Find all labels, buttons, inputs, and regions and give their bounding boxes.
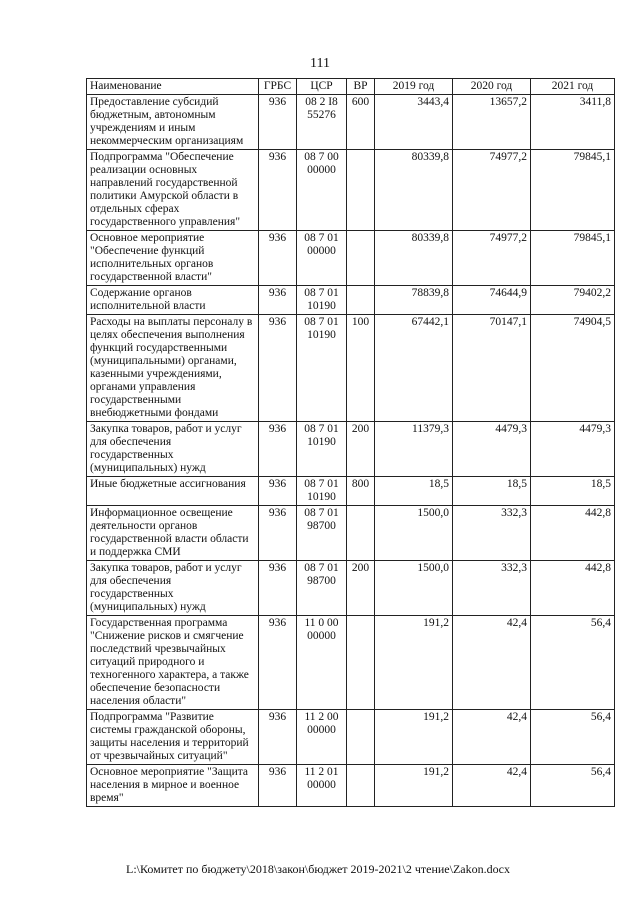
table-row (87, 286, 615, 315)
cell-name: Основное мероприятие "Защита населения в мирное и военное время" (87, 765, 259, 807)
cell-y2021: 4479,3 (531, 422, 615, 477)
cell-name: Расходы на выплаты персоналу в целях обеспечения выполнения функций государственными (муниципальными) органами, казенными учреждениями, органами управления государственными внебюджетными фондами (87, 315, 259, 422)
cell-vr (347, 150, 375, 231)
table-header-row (87, 79, 615, 95)
table-row (87, 710, 615, 765)
cell-csr: 08 7 01 98700 (297, 561, 347, 616)
cell-grbs: 936 (259, 506, 297, 561)
cell-y2021: 56,4 (531, 616, 615, 710)
cell-y2020: 18,5 (453, 477, 531, 506)
cell-y2021: 442,8 (531, 561, 615, 616)
cell-y2021: 3411,8 (531, 95, 615, 150)
cell-grbs: 936 (259, 315, 297, 422)
cell-vr (347, 765, 375, 807)
footer-file-path: L:\Комитет по бюджету\2018\закон\бюджет 2019-2021\2 чтение\Zakon.docx (126, 862, 510, 876)
cell-name: Содержание органов исполнительной власти (87, 286, 259, 315)
cell-y2019: 191,2 (375, 710, 453, 765)
cell-csr: 11 0 00 00000 (297, 616, 347, 710)
cell-y2019: 18,5 (375, 477, 453, 506)
cell-y2020: 42,4 (453, 710, 531, 765)
cell-name: Иные бюджетные ассигнования (87, 477, 259, 506)
cell-vr: 100 (347, 315, 375, 422)
cell-grbs: 936 (259, 231, 297, 286)
cell-vr: 200 (347, 422, 375, 477)
cell-csr: 08 7 01 10190 (297, 315, 347, 422)
cell-y2021: 79402,2 (531, 286, 615, 315)
cell-y2019: 11379,3 (375, 422, 453, 477)
cell-y2021: 18,5 (531, 477, 615, 506)
cell-csr: 08 7 01 10190 (297, 286, 347, 315)
cell-vr (347, 710, 375, 765)
cell-csr: 08 7 00 00000 (297, 150, 347, 231)
cell-grbs: 936 (259, 286, 297, 315)
cell-y2020: 42,4 (453, 616, 531, 710)
header-name: Наименование (87, 79, 259, 95)
cell-vr: 800 (347, 477, 375, 506)
table-row (87, 561, 615, 616)
cell-y2020: 70147,1 (453, 315, 531, 422)
table-row (87, 506, 615, 561)
cell-csr: 08 2 I8 55276 (297, 95, 347, 150)
cell-y2019: 80339,8 (375, 150, 453, 231)
table-row (87, 422, 615, 477)
cell-name: Закупка товаров, работ и услуг для обеспечения государственных (муниципальных) нужд (87, 422, 259, 477)
header-grbs: ГРБС (259, 79, 297, 95)
header-vr: ВР (347, 79, 375, 95)
table-row (87, 477, 615, 506)
cell-y2019: 80339,8 (375, 231, 453, 286)
cell-grbs: 936 (259, 561, 297, 616)
cell-y2019: 3443,4 (375, 95, 453, 150)
table-row (87, 315, 615, 422)
table-row (87, 231, 615, 286)
cell-vr: 200 (347, 561, 375, 616)
cell-y2021: 56,4 (531, 765, 615, 807)
cell-y2019: 67442,1 (375, 315, 453, 422)
cell-name: Государственная программа "Снижение рисков и смягчение последствий чрезвычайных ситуаций природного и техногенного характера, а также обеспечение безопасности населения области" (87, 616, 259, 710)
cell-grbs: 936 (259, 765, 297, 807)
cell-y2021: 74904,5 (531, 315, 615, 422)
cell-y2020: 42,4 (453, 765, 531, 807)
header-2021: 2021 год (531, 79, 615, 95)
cell-y2020: 332,3 (453, 506, 531, 561)
cell-y2019: 191,2 (375, 765, 453, 807)
cell-name: Подпрограмма "Развитие системы гражданской обороны, защиты населения и территорий от чрезвычайных ситуаций" (87, 710, 259, 765)
table-row (87, 616, 615, 710)
page-number: 111 (310, 56, 330, 71)
header-csr: ЦСР (297, 79, 347, 95)
cell-name: Основное мероприятие "Обеспечение функций исполнительных органов государственной власти" (87, 231, 259, 286)
cell-csr: 08 7 01 10190 (297, 422, 347, 477)
cell-y2020: 74644,9 (453, 286, 531, 315)
cell-vr (347, 616, 375, 710)
cell-vr (347, 506, 375, 561)
cell-y2019: 1500,0 (375, 506, 453, 561)
cell-csr: 11 2 00 00000 (297, 710, 347, 765)
cell-csr: 08 7 01 00000 (297, 231, 347, 286)
cell-name: Информационное освещение деятельности органов государственной власти области и поддержка СМИ (87, 506, 259, 561)
cell-name: Закупка товаров, работ и услуг для обеспечения государственных (муниципальных) нужд (87, 561, 259, 616)
cell-y2020: 13657,2 (453, 95, 531, 150)
cell-y2021: 442,8 (531, 506, 615, 561)
cell-vr (347, 231, 375, 286)
cell-y2019: 78839,8 (375, 286, 453, 315)
cell-y2019: 1500,0 (375, 561, 453, 616)
cell-vr (347, 286, 375, 315)
header-2019: 2019 год (375, 79, 453, 95)
table-row (87, 95, 615, 150)
header-2020: 2020 год (453, 79, 531, 95)
cell-vr: 600 (347, 95, 375, 150)
cell-csr: 08 7 01 10190 (297, 477, 347, 506)
table-body (87, 95, 615, 807)
cell-grbs: 936 (259, 616, 297, 710)
table-row (87, 150, 615, 231)
cell-csr: 08 7 01 98700 (297, 506, 347, 561)
cell-grbs: 936 (259, 477, 297, 506)
cell-y2019: 191,2 (375, 616, 453, 710)
cell-name: Предоставление субсидий бюджетным, автономным учреждениям и иным некоммерческим организациям (87, 95, 259, 150)
cell-y2020: 332,3 (453, 561, 531, 616)
cell-grbs: 936 (259, 710, 297, 765)
cell-csr: 11 2 01 00000 (297, 765, 347, 807)
cell-y2020: 74977,2 (453, 150, 531, 231)
cell-name: Подпрограмма "Обеспечение реализации основных направлений государственной политики Амурской области в отдельных сферах государственного управления" (87, 150, 259, 231)
table-row (87, 765, 615, 807)
cell-y2020: 4479,3 (453, 422, 531, 477)
cell-grbs: 936 (259, 150, 297, 231)
budget-table (86, 78, 615, 807)
cell-y2020: 74977,2 (453, 231, 531, 286)
cell-y2021: 79845,1 (531, 150, 615, 231)
cell-y2021: 56,4 (531, 710, 615, 765)
cell-y2021: 79845,1 (531, 231, 615, 286)
cell-grbs: 936 (259, 95, 297, 150)
cell-grbs: 936 (259, 422, 297, 477)
